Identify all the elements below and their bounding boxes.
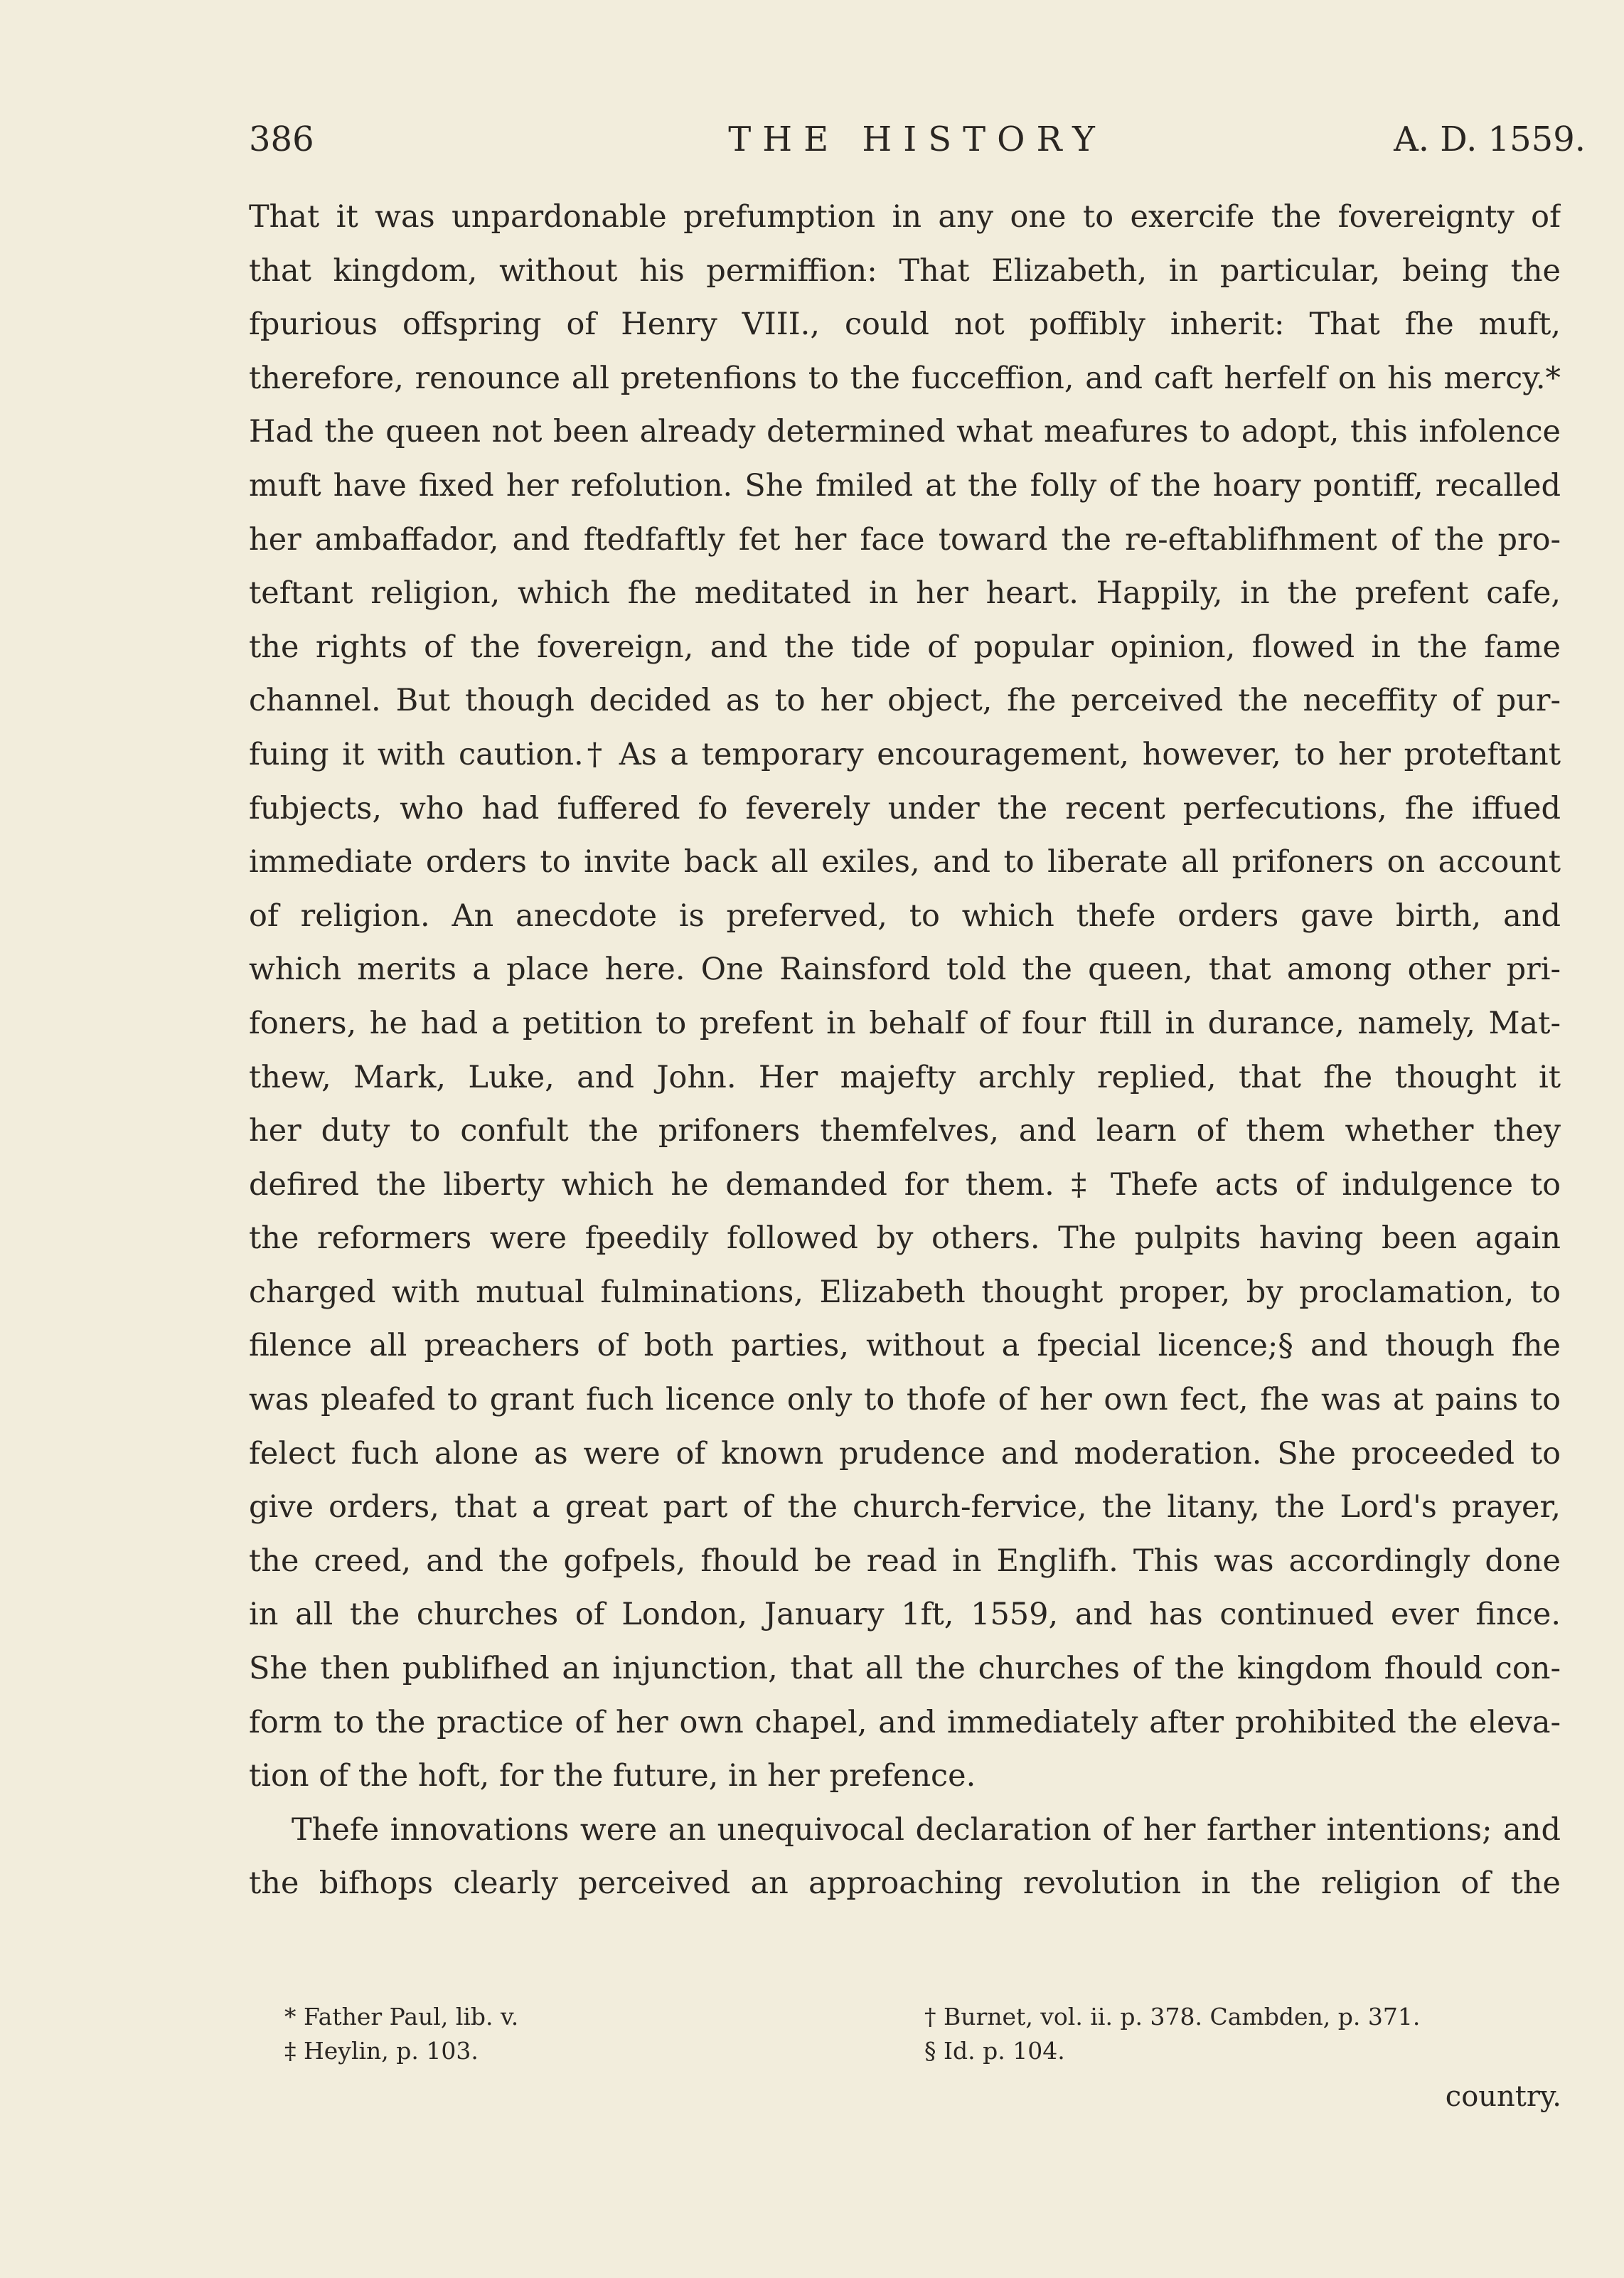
text-line: immediate orders to invite back all exiles, and to liberate all prifoners on account	[249, 844, 1561, 880]
footnote-id: § Id. p. 104.	[924, 2037, 1065, 2065]
text-line: in all the churches of London, January 1ft, 1559, and has continued ever fince.	[249, 1597, 1561, 1633]
text-line: the rights of the fovereign, and the tide of popular opinion, flowed in the fame	[249, 629, 1561, 665]
text-line: filence all preachers of both parties, without a fpecial licence;§ and though fhe	[249, 1328, 1561, 1364]
text-line-paragraph-end: tion of the hoft, for the future, in her prefence.	[249, 1758, 976, 1794]
text-line: her ambaffador, and ftedfaftly fet her face toward the re-eftablifhment of the pro-	[249, 521, 1561, 558]
page-number: 386	[249, 119, 314, 159]
text-line: teftant religion, which fhe meditated in her heart. Happily, in the prefent cafe,	[249, 575, 1561, 612]
body-text	[249, 191, 1561, 1911]
text-line: the creed, and the gofpels, fhould be read in Englifh. This was accordingly done	[249, 1543, 1561, 1579]
running-head	[249, 119, 1586, 169]
text-line: She then publifhed an injunction, that all the churches of the kingdom fhould con-	[249, 1651, 1561, 1687]
text-line: her duty to confult the prifoners themfelves, and learn of them whether they	[249, 1113, 1561, 1149]
text-line: thew, Mark, Luke, and John. Her majefty archly replied, that fhe thought it	[249, 1059, 1561, 1095]
text-line-paragraph-start: Thefe innovations were an unequivocal declaration of her farther intentions; and	[292, 1811, 1561, 1848]
text-line: Had the queen not been already determined what meafures to adopt, this infolence	[249, 414, 1561, 450]
text-line: of religion. An anecdote is preferved, to which thefe orders gave birth, and	[249, 898, 1561, 934]
text-line: That it was unpardonable prefumption in any one to exercife the fovereignty of	[249, 199, 1561, 235]
text-line: defired the liberty which he demanded for them. ‡ Thefe acts of indulgence to	[249, 1166, 1561, 1203]
text-line: the reformers were fpeedily followed by others. The pulpits having been again	[249, 1220, 1561, 1257]
footnote-heylin: ‡ Heylin, p. 103.	[284, 2037, 479, 2065]
text-line: foners, he had a petition to prefent in behalf of four ftill in durance, namely, Mat-	[249, 1005, 1561, 1041]
running-title: THE HISTORY	[728, 119, 1106, 159]
text-line: fpurious offspring of Henry VIII., could not poffibly inherit: That fhe muft,	[249, 307, 1561, 343]
text-line: the bifhops clearly perceived an approaching revolution in the religion of the	[249, 1865, 1561, 1902]
text-line: charged with mutual fulminations, Elizabeth thought proper, by proclamation, to	[249, 1274, 1561, 1310]
text-line: which merits a place here. One Rainsford told the queen, that among other pri-	[249, 952, 1561, 988]
text-line: give orders, that a great part of the church-fervice, the litany, the Lord's prayer,	[249, 1489, 1561, 1526]
text-line: fuing it with caution.† As a temporary encouragement, however, to her proteftant	[249, 736, 1561, 772]
text-line: felect fuch alone as were of known prudence and moderation. She proceeded to	[249, 1435, 1561, 1471]
text-line: fubjects, who had fuffered fo feverely under the recent perfecutions, fhe iffued	[249, 790, 1561, 826]
footnote-burnet: † Burnet, vol. ii. p. 378. Cambden, p. 371.	[924, 2003, 1421, 2030]
text-line: therefore, renounce all pretenfions to the fucceffion, and caft herfelf on his mercy.*	[249, 360, 1561, 396]
footnote-father-paul: * Father Paul, lib. v.	[284, 2003, 519, 2030]
text-line: that kingdom, without his permiffion: That Elizabeth, in particular, being the	[249, 252, 1561, 289]
text-line: was pleafed to grant fuch licence only to thofe of her own fect, fhe was at pains to	[249, 1382, 1561, 1418]
text-line: form to the practice of her own chapel, and immediately after prohibited the eleva-	[249, 1704, 1561, 1740]
text-line: muft have fixed her refolution. She fmiled at the folly of the hoary pontiff, recalled	[249, 467, 1561, 504]
catchword: country.	[1445, 2080, 1561, 2113]
text-line: channel. But though decided as to her object, fhe perceived the neceffity of pur-	[249, 683, 1561, 719]
running-date: A. D. 1559.	[1394, 119, 1586, 159]
